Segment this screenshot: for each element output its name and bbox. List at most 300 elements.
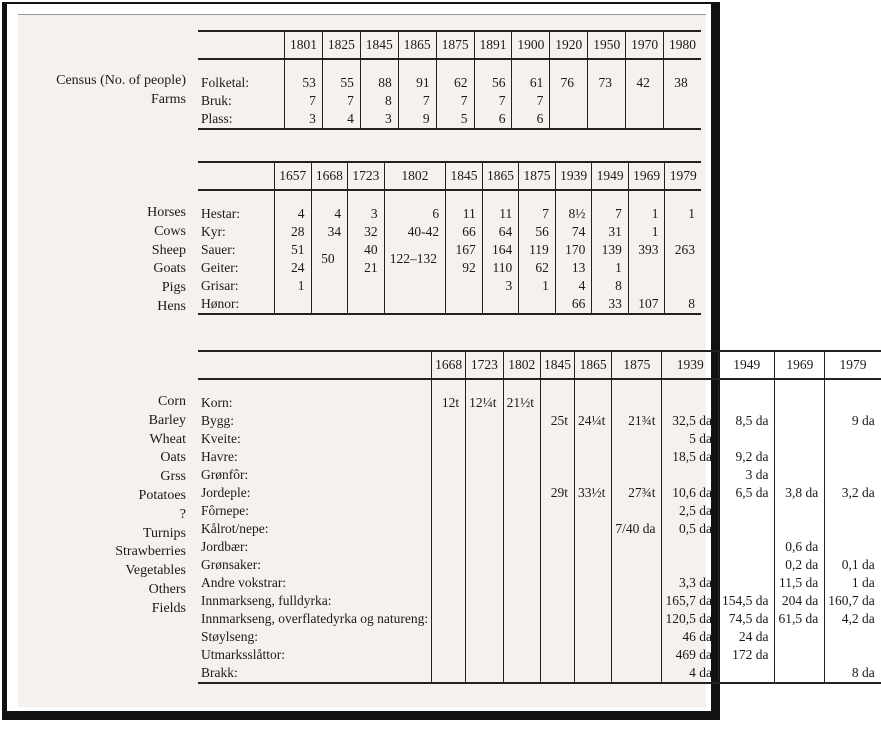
spacer-cell	[322, 59, 360, 74]
data-cell	[665, 223, 701, 241]
norwegian-label: Folketal:	[201, 75, 249, 90]
livestock-table	[198, 161, 701, 315]
data-cell	[432, 430, 466, 448]
data-cell: 53	[285, 74, 323, 92]
year-header: 1920	[550, 31, 588, 59]
year-header: 1875	[436, 31, 474, 59]
data-cell	[574, 394, 611, 412]
spacer-cell	[574, 379, 611, 394]
data-cell	[432, 520, 466, 538]
year-header: 1949	[592, 162, 629, 190]
data-cell: 61	[512, 74, 550, 92]
year-header: 1668	[432, 351, 466, 379]
english-label: Oats	[160, 450, 186, 466]
data-cell	[466, 484, 503, 502]
data-cell	[825, 502, 881, 520]
data-cell	[825, 520, 881, 538]
data-cell: 170	[555, 241, 592, 259]
data-cell: 33½t	[574, 484, 611, 502]
data-cell	[574, 556, 611, 574]
data-cell	[432, 502, 466, 520]
data-cell: 3,2 da	[825, 484, 881, 502]
census-table	[198, 30, 701, 130]
year-header: 1865	[482, 162, 519, 190]
data-cell: 139	[592, 241, 629, 259]
data-cell	[612, 538, 662, 556]
data-cell	[718, 574, 775, 592]
data-cell: 3	[360, 110, 398, 129]
data-cell: 74	[555, 223, 592, 241]
data-cell: 154,5 da	[718, 592, 775, 610]
data-cell: 32,5 da	[662, 412, 719, 430]
year-header: 1825	[322, 31, 360, 59]
spacer-cell	[398, 59, 436, 74]
spacer-cell	[664, 59, 701, 74]
data-cell: 7	[474, 92, 512, 110]
data-cell: 165,7 da	[662, 592, 719, 610]
spacer-cell	[198, 190, 275, 205]
english-label: Grss	[160, 469, 186, 485]
data-cell	[482, 295, 519, 314]
data-cell: 64	[482, 223, 519, 241]
norwegian-label: Grønfôr:	[201, 467, 249, 482]
data-cell: 7	[398, 92, 436, 110]
data-cell: 50	[311, 241, 348, 277]
data-cell	[718, 502, 775, 520]
data-cell	[446, 277, 483, 295]
data-cell	[432, 466, 466, 484]
norwegian-label: Kålrot/nepe:	[201, 521, 269, 536]
data-cell	[466, 592, 503, 610]
data-cell: 4,2 da	[825, 610, 881, 628]
data-cell: 122–132	[384, 241, 446, 277]
spacer-cell	[384, 190, 446, 205]
data-cell: 107	[628, 295, 665, 314]
data-cell: 9 da	[825, 412, 881, 430]
data-cell: 91	[398, 74, 436, 92]
spacer-cell	[628, 190, 665, 205]
data-cell	[432, 412, 466, 430]
data-cell	[466, 520, 503, 538]
data-cell: 12¼t	[466, 394, 503, 412]
english-label: Wheat	[149, 431, 186, 447]
data-cell: 88	[360, 74, 398, 92]
data-cell	[503, 664, 540, 683]
data-cell: 2,5 da	[662, 502, 719, 520]
english-label: Sheep	[151, 242, 186, 258]
data-cell	[311, 295, 348, 314]
data-cell	[612, 430, 662, 448]
norwegian-label: Havre:	[201, 449, 238, 464]
data-cell	[662, 538, 719, 556]
data-cell: 6	[384, 205, 446, 223]
data-cell	[466, 610, 503, 628]
table-row	[198, 628, 881, 646]
english-labels-table1	[0, 72, 186, 128]
data-cell	[540, 556, 574, 574]
data-cell: 7	[519, 205, 556, 223]
table-row	[198, 538, 881, 556]
table-row	[198, 484, 881, 502]
data-cell: 119	[519, 241, 556, 259]
data-cell: 11	[482, 205, 519, 223]
data-cell	[574, 646, 611, 664]
data-cell: 1	[592, 259, 629, 277]
data-cell	[588, 92, 626, 110]
english-labels-table2	[0, 204, 186, 317]
table-row	[198, 92, 701, 110]
spacer-cell	[348, 190, 385, 205]
data-cell	[775, 502, 825, 520]
data-cell: 6	[512, 110, 550, 129]
data-cell	[574, 592, 611, 610]
data-cell: 8	[665, 295, 701, 314]
data-cell	[775, 430, 825, 448]
table-row	[198, 295, 701, 314]
data-cell	[540, 520, 574, 538]
data-cell: 11,5 da	[775, 574, 825, 592]
norwegian-label: Grønsaker:	[201, 557, 261, 572]
data-cell	[348, 277, 385, 295]
data-cell	[612, 592, 662, 610]
spacer-cell	[555, 190, 592, 205]
english-label: Hens	[157, 298, 186, 314]
data-cell	[612, 628, 662, 646]
norwegian-label: Hestar:	[201, 206, 240, 221]
data-cell: 0,1 da	[825, 556, 881, 574]
data-cell	[503, 556, 540, 574]
norwegian-label: Korn:	[201, 395, 233, 410]
data-cell: 13	[555, 259, 592, 277]
year-header: 1939	[662, 351, 719, 379]
table-row	[198, 466, 881, 484]
norwegian-label: Brakk:	[201, 665, 238, 680]
crops-fields-table	[198, 350, 881, 684]
data-cell: 42	[626, 74, 664, 92]
norwegian-label: Bygg:	[201, 413, 235, 428]
year-header: 1802	[384, 162, 446, 190]
data-cell: 55	[322, 74, 360, 92]
data-cell	[825, 538, 881, 556]
data-cell: 4	[275, 205, 312, 223]
data-cell: 4	[322, 110, 360, 129]
data-cell	[503, 430, 540, 448]
data-cell: 7	[285, 92, 323, 110]
spacer-cell	[662, 379, 719, 394]
norwegian-label: Kveite:	[201, 431, 241, 446]
data-cell: 3	[482, 277, 519, 295]
english-labels-table3	[0, 393, 186, 619]
data-cell	[503, 484, 540, 502]
data-cell	[540, 628, 574, 646]
data-cell: 11	[446, 205, 483, 223]
data-cell	[574, 628, 611, 646]
data-cell	[466, 412, 503, 430]
data-cell	[466, 502, 503, 520]
table-row	[198, 502, 881, 520]
data-cell	[665, 277, 701, 295]
data-cell	[466, 556, 503, 574]
data-cell: 9	[398, 110, 436, 129]
data-cell	[775, 520, 825, 538]
data-cell	[384, 295, 446, 314]
data-cell: 66	[446, 223, 483, 241]
data-cell: 46 da	[662, 628, 719, 646]
data-cell: 32	[348, 223, 385, 241]
data-cell: 7	[436, 92, 474, 110]
year-header: 1891	[474, 31, 512, 59]
year-header: 1723	[348, 162, 385, 190]
data-cell	[503, 466, 540, 484]
data-cell	[550, 92, 588, 110]
spacer-cell	[612, 379, 662, 394]
data-cell	[466, 664, 503, 683]
data-cell	[628, 259, 665, 277]
data-cell	[775, 646, 825, 664]
year-header: 1969	[628, 162, 665, 190]
spacer-cell	[503, 379, 540, 394]
year-header: 1845	[446, 162, 483, 190]
data-cell	[466, 430, 503, 448]
data-cell: 204 da	[775, 592, 825, 610]
year-header: 1900	[512, 31, 550, 59]
data-cell	[612, 466, 662, 484]
data-cell: 29t	[540, 484, 574, 502]
data-cell: 24¼t	[574, 412, 611, 430]
data-cell: 393	[628, 241, 665, 259]
header-label-cell	[198, 31, 285, 59]
data-cell	[775, 628, 825, 646]
data-cell	[540, 538, 574, 556]
data-cell	[519, 295, 556, 314]
data-cell	[446, 295, 483, 314]
data-cell	[466, 448, 503, 466]
data-cell: 1	[275, 277, 312, 295]
data-cell	[626, 110, 664, 129]
spacer-cell	[311, 190, 348, 205]
data-cell	[503, 592, 540, 610]
table-row	[198, 646, 881, 664]
data-cell: 62	[436, 74, 474, 92]
data-cell	[432, 448, 466, 466]
data-cell: 6,5 da	[718, 484, 775, 502]
english-label: Fields	[151, 600, 186, 616]
year-header: 1802	[503, 351, 540, 379]
data-cell	[718, 394, 775, 412]
data-cell	[466, 646, 503, 664]
data-cell: 164	[482, 241, 519, 259]
data-cell: 0,2 da	[775, 556, 825, 574]
table-row	[198, 241, 701, 259]
data-cell	[503, 502, 540, 520]
spacer-cell	[626, 59, 664, 74]
data-cell: 21½t	[503, 394, 540, 412]
table-row	[198, 74, 701, 92]
data-cell	[348, 295, 385, 314]
data-cell	[503, 646, 540, 664]
data-cell	[432, 628, 466, 646]
spacer-cell	[519, 190, 556, 205]
data-cell: 27¾t	[612, 484, 662, 502]
data-cell: 172 da	[718, 646, 775, 664]
data-cell: 6	[474, 110, 512, 129]
data-cell: 56	[519, 223, 556, 241]
data-cell	[540, 502, 574, 520]
norwegian-label: Hønor:	[201, 296, 240, 311]
english-label: Turnips	[142, 525, 186, 541]
data-cell	[432, 610, 466, 628]
year-header: 1980	[664, 31, 701, 59]
data-cell	[540, 664, 574, 683]
data-cell: 9,2 da	[718, 448, 775, 466]
data-cell: 10,6 da	[662, 484, 719, 502]
table-row	[198, 277, 701, 295]
data-cell	[775, 448, 825, 466]
data-cell	[503, 610, 540, 628]
year-header: 1668	[311, 162, 348, 190]
data-cell	[432, 574, 466, 592]
table-row	[198, 574, 881, 592]
data-cell: 3	[285, 110, 323, 129]
table-row	[198, 394, 881, 412]
norwegian-label: Jordeple:	[201, 485, 251, 500]
english-label	[0, 110, 186, 129]
data-cell	[775, 412, 825, 430]
table-row	[198, 412, 881, 430]
data-cell	[466, 628, 503, 646]
norwegian-label: Bruk:	[201, 93, 232, 108]
data-cell: 5	[436, 110, 474, 129]
spacer-cell	[198, 59, 285, 74]
spacer-cell	[360, 59, 398, 74]
norwegian-label: Grisar:	[201, 278, 239, 293]
data-cell	[612, 448, 662, 466]
data-cell: 61,5 da	[775, 610, 825, 628]
data-cell: 0,6 da	[775, 538, 825, 556]
table-row	[198, 448, 881, 466]
table-row	[198, 110, 701, 129]
norwegian-label: Fôrnepe:	[201, 503, 249, 518]
data-cell: 1	[628, 223, 665, 241]
data-cell: 38	[664, 74, 701, 92]
data-cell	[628, 277, 665, 295]
table-row	[198, 259, 701, 277]
data-cell: 18,5 da	[662, 448, 719, 466]
norwegian-label: Jordbær:	[201, 539, 249, 554]
data-cell	[432, 484, 466, 502]
data-cell	[775, 664, 825, 683]
data-cell: 62	[519, 259, 556, 277]
year-header: 1939	[555, 162, 592, 190]
table-row	[198, 223, 701, 241]
english-label: Others	[148, 581, 186, 597]
spacer-cell	[285, 59, 323, 74]
data-cell	[466, 574, 503, 592]
spacer-cell	[512, 59, 550, 74]
spacer-cell	[718, 379, 775, 394]
data-cell	[574, 502, 611, 520]
header-label-cell	[198, 351, 432, 379]
data-cell	[574, 610, 611, 628]
spacer-cell	[588, 59, 626, 74]
norwegian-label: Plass:	[201, 111, 233, 126]
data-cell	[612, 574, 662, 592]
data-cell	[466, 466, 503, 484]
english-label: Vegetables	[125, 563, 186, 579]
data-cell	[503, 574, 540, 592]
data-cell	[825, 448, 881, 466]
norwegian-label: Andre vokstrar:	[201, 575, 287, 590]
data-cell: 7	[512, 92, 550, 110]
data-cell: 21	[348, 259, 385, 277]
data-cell	[503, 538, 540, 556]
data-cell	[612, 610, 662, 628]
data-cell	[540, 610, 574, 628]
data-cell	[665, 259, 701, 277]
data-cell	[503, 520, 540, 538]
table-row	[198, 556, 881, 574]
year-header: 1657	[275, 162, 312, 190]
data-cell: 4	[555, 277, 592, 295]
data-cell: 3,8 da	[775, 484, 825, 502]
data-cell	[775, 394, 825, 412]
table-row	[198, 610, 881, 628]
data-cell: 263	[665, 241, 701, 259]
data-cell: 92	[446, 259, 483, 277]
data-cell: 73	[588, 74, 626, 92]
data-cell: 0,5 da	[662, 520, 719, 538]
year-header: 1845	[540, 351, 574, 379]
data-cell	[311, 277, 348, 295]
data-cell	[662, 556, 719, 574]
data-cell	[432, 664, 466, 683]
header-label-cell	[198, 162, 275, 190]
data-cell	[550, 110, 588, 129]
table-row	[198, 592, 881, 610]
spacer-cell	[275, 190, 312, 205]
data-cell	[825, 646, 881, 664]
data-cell	[588, 110, 626, 129]
english-label: Census (No. of people)	[56, 73, 186, 88]
data-cell: 7	[322, 92, 360, 110]
data-cell: 76	[550, 74, 588, 92]
data-cell: 34	[311, 223, 348, 241]
data-cell: 4 da	[662, 664, 719, 683]
data-cell	[574, 448, 611, 466]
data-cell	[432, 556, 466, 574]
norwegian-label: Utmarksslåttor:	[201, 647, 285, 662]
data-cell: 40-42	[384, 223, 446, 241]
english-label: ?	[179, 506, 186, 522]
data-cell: 33	[592, 295, 629, 314]
data-cell: 1	[519, 277, 556, 295]
data-cell: 24	[275, 259, 312, 277]
data-cell	[825, 394, 881, 412]
spacer-cell	[550, 59, 588, 74]
year-header: 1723	[466, 351, 503, 379]
data-cell	[466, 538, 503, 556]
data-cell	[432, 538, 466, 556]
data-cell	[664, 110, 701, 129]
english-label: Potatoes	[138, 487, 186, 503]
norwegian-label: Innmarkseng, overflatedyrka og natureng:	[201, 611, 429, 626]
year-header: 1875	[519, 162, 556, 190]
data-cell: 51	[275, 241, 312, 259]
table-row	[198, 664, 881, 683]
norwegian-label: Støylseng:	[201, 629, 259, 644]
data-cell: 8½	[555, 205, 592, 223]
english-label: Corn	[158, 394, 186, 409]
